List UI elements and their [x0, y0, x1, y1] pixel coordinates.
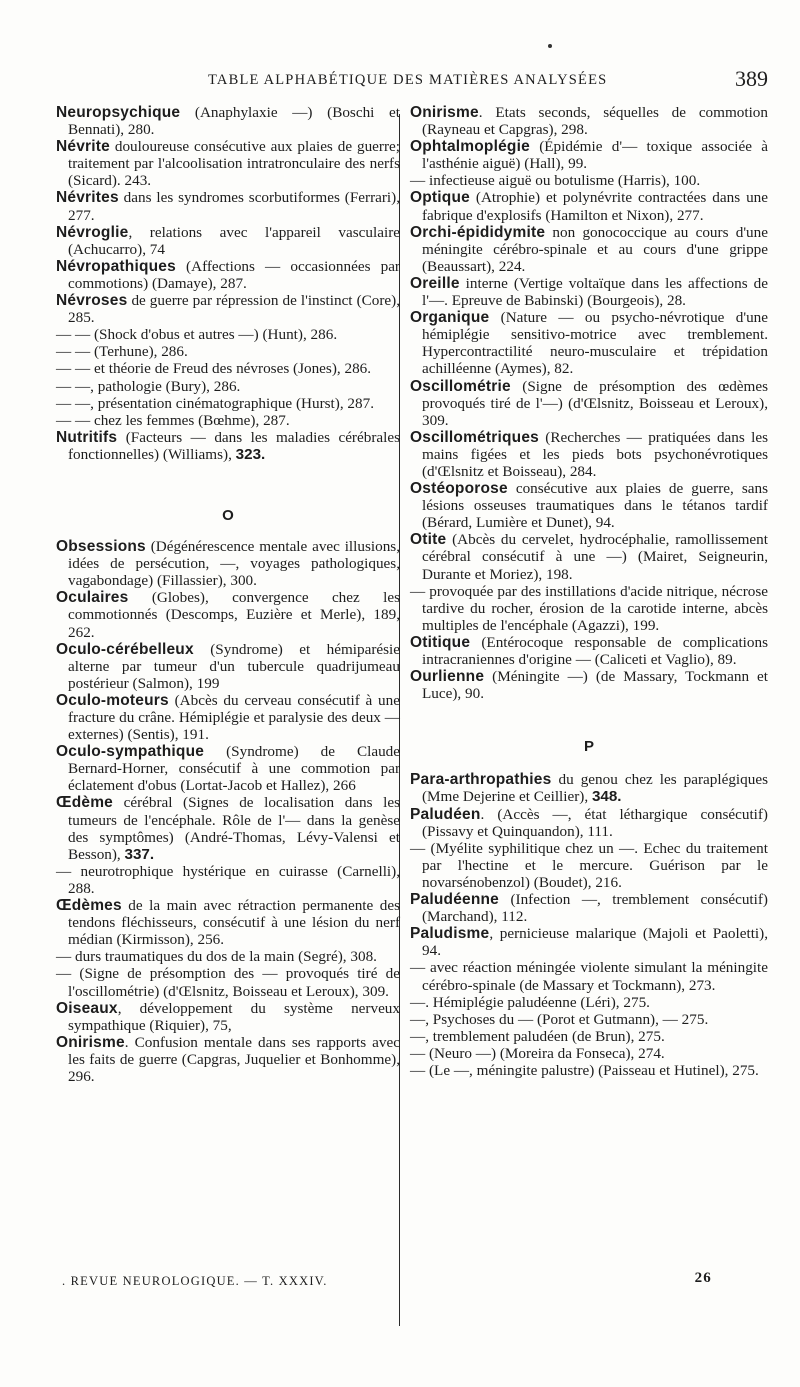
index-entry [56, 258, 400, 292]
entry-text: (Facteurs — dans les maladies cérébrales fonctionnelles) (Williams), [68, 428, 400, 463]
entry-headword: Onirisme [56, 1033, 125, 1051]
right-column [410, 104, 768, 1079]
index-entry [410, 189, 768, 223]
section-letter-o: O [222, 506, 234, 524]
entry-headword: Névrites [56, 189, 119, 207]
index-entry [56, 538, 400, 589]
entry-text: — (Neuro —) (Moreira da Fonseca), 274. [410, 1044, 665, 1062]
entry-text: . (Accès —, état léthargique consécutif) (Pissavy et Quinquandon), 111. [422, 805, 768, 840]
entry-text: douloureuse consécutive aux plaies de guerre; traitement par l'alcoolisation intratronculaire des nerfs (Sicard). 243. [68, 138, 400, 190]
left-entries-bottom [56, 538, 400, 1085]
entry-headword: Otitique [410, 633, 471, 651]
index-entry [56, 378, 400, 395]
entry-text: de la main avec rétraction permanente des tendons fléchisseurs, consécutif à une lésion du nerf médian (Kirmisson), 256. [68, 897, 400, 949]
sheet-number: 26 [694, 1270, 712, 1286]
entry-text: — — et théorie de Freud des névroses (Jones), 286. [56, 360, 372, 378]
entry-headword: Névroglie [56, 223, 129, 241]
entry-headword: Oscillométriques [410, 428, 539, 446]
page-number: 389 [735, 66, 768, 91]
entry-text: (Globes), convergence chez les commotionnés (Descomps, Euzière et Merle), 189, 262. [68, 589, 400, 641]
entry-text: , pernicieuse malarique (Majoli et Paoletti), 94. [422, 925, 768, 960]
entry-text: cérébral (Signes de localisation dans les tumeurs de l'encéphale. Rôle de l'— dans la genèse des symptômes) (André-Thomas, Lévy-Valensi et Besson), [68, 794, 400, 863]
index-entry [56, 863, 400, 897]
entry-headword: Oculo-sympathique [56, 743, 205, 761]
index-entry [56, 641, 400, 692]
entry-headword: Oreille [410, 274, 460, 292]
ink-speck [548, 44, 552, 48]
entry-text: —, Psychoses du — (Porot et Gutmann), — 275. [410, 1010, 709, 1028]
index-entry [410, 925, 768, 959]
entry-text: — —, présentation cinématographique (Hurst), 287. [56, 394, 375, 412]
index-entry [56, 692, 400, 743]
entry-text: (Abcès du cervelet, hydrocéphalie, ramollissement cérébral consécutif à une —) (Mairet, Seigneurin, Durante et Moriez), 198. [422, 531, 768, 583]
entry-bold-page: 323. [235, 445, 266, 463]
index-entry [410, 1011, 768, 1028]
index-entry [410, 1062, 768, 1079]
entry-text: — —, pathologie (Bury), 286. [56, 377, 241, 395]
entry-text: — infectieuse aiguë ou botulisme (Harris), 100. [410, 172, 701, 190]
entry-text: (Syndrome) et hémiparésie alterne par tumeur d'un tubercule quadrijumeau postérieur (Salmon), 199 [68, 640, 400, 692]
entry-headword: Otite [410, 531, 447, 549]
index-entry [410, 378, 768, 429]
index-entry [410, 771, 768, 805]
entry-text: (Affections — occasionnées par commotions) (Damaye), 287. [68, 257, 400, 292]
entry-text: (Anaphylaxie —) (Boschi et Bennati), 280. [68, 104, 400, 139]
entry-text: — avec réaction méningée violente simulant la méningite cérébro-spinale (de Massary et Tockmann), 273. [410, 959, 768, 994]
index-entry [410, 1045, 768, 1062]
index-entry [56, 965, 400, 999]
entry-text: (Abcès du cerveau consécutif à une fracture du crâne. Hémiplégie et paralysie des deux — externes) (Sentis), 191. [68, 691, 400, 744]
entry-text: non gonococcique au cours d'une méningite cérébro-spinale et au cours d'une grippe (Beaussart), 224. [422, 223, 768, 275]
journal-signature: . REVUE NEUROLOGIQUE. — T. XXXIV. [62, 1274, 328, 1288]
entry-headword: Obsessions [56, 538, 146, 556]
index-entry [56, 189, 400, 223]
entry-headword: Ourlienne [410, 668, 485, 686]
entry-text: (Dégénérescence mentale avec illusions, idées de persécution, —, voyages pathologiques, vagabondage) (Fillassier), 300. [68, 538, 400, 590]
index-entry [56, 948, 400, 965]
index-entry [56, 326, 400, 343]
entry-headword: Ostéoporose [410, 480, 508, 498]
entry-headword: Orchi-épididymite [410, 223, 546, 241]
entry-text: — provoquée par des instillations d'acide nitrique, nécrose tardive du rocher, érosion de la carotide interne, abcès multiples de l'encéphale (Agazzi), 199. [410, 582, 768, 634]
entry-text: interne (Vertige voltaïque dans les affections de l'—. Epreuve de Babinski) (Bourgeois), 28. [422, 274, 768, 310]
entry-headword: Neuropsychique [56, 104, 181, 121]
index-entry [410, 840, 768, 891]
index-entry [410, 531, 768, 582]
entry-text: — — (Shock d'obus et autres —) (Hunt), 286. [56, 326, 338, 344]
entry-headword: Ophtalmoplégie [410, 138, 530, 156]
right-entries-top [410, 104, 768, 702]
entry-text: —. Hémiplégie paludéenne (Léri), 275. [410, 993, 650, 1011]
page-footer [56, 1270, 768, 1294]
index-entry [410, 959, 768, 993]
index-entry [410, 429, 768, 480]
entry-text: — — (Terhune), 286. [56, 343, 188, 361]
entry-text: de guerre par répression de l'instinct (Core), 285. [68, 292, 400, 327]
entry-text: — — chez les femmes (Bœhme), 287. [56, 411, 290, 429]
running-title: TABLE ALPHABÉTIQUE DES MATIÈRES ANALYSÉES [208, 72, 608, 88]
entry-headword: Nutritifs [56, 428, 118, 446]
entry-text: , relations avec l'appareil vasculaire (Achucarro), 74 [68, 223, 400, 258]
entry-headword: Paludéen [410, 805, 481, 823]
entry-text: —, tremblement paludéen (de Brun), 275. [410, 1027, 665, 1045]
index-entry [410, 668, 768, 702]
entry-headword: Paludéenne [410, 891, 499, 909]
entry-headword: Œdème [56, 794, 113, 812]
index-entry [56, 897, 400, 948]
index-entry [56, 589, 400, 640]
index-entry [56, 138, 400, 189]
entry-headword: Para-arthropathies [410, 771, 552, 789]
entry-headword: Œdèmes [56, 897, 122, 915]
entry-text: consécutive aux plaies de guerre, sans lésions osseuses traumatiques dans le tétanos tardif (Bérard, Lumière et Dunet), 94. [422, 480, 768, 532]
index-entry [410, 891, 768, 925]
section-letter-p: P [583, 738, 594, 756]
entry-text: (Nature — ou psycho-névrotique d'une hémiplégie sensitivo-motrice avec tremblement. Hypercontractilité neuro-musculaire et trépidation achilléenne (Aymes), 82. [422, 309, 768, 378]
entry-headword: Paludisme [410, 925, 490, 943]
entry-text: — (Myélite syphilitique chez un —. Echec du traitement par l'hectine et le mercure. Guérison par le novarsénobenzol) (Boudet), 216. [410, 839, 768, 891]
entry-text: (Atrophie) et polynévrite contractées dans une fabrique d'explosifs (Hamilton et Nixon), 277. [422, 189, 768, 224]
entry-text: , développement du système nerveux sympathique (Riquier), 75, [68, 999, 400, 1034]
index-entry [410, 806, 768, 840]
entry-bold-page: 348. [591, 788, 622, 806]
entry-text: (Infection —, tremblement consécutif) (Marchand), 112. [422, 891, 768, 926]
entry-text: — durs traumatiques du dos de la main (Segré), 308. [56, 948, 377, 966]
entry-bold-page: 337. [124, 845, 155, 863]
left-column [56, 104, 400, 1085]
entry-headword: Névroses [56, 292, 128, 310]
entry-headword: Névropathiques [56, 257, 176, 275]
index-entry [410, 275, 768, 309]
index-entry [410, 104, 768, 138]
index-entry [56, 1000, 400, 1034]
left-entries-top [56, 104, 400, 463]
running-header [56, 66, 768, 96]
index-entry [410, 1028, 768, 1045]
index-entry [56, 224, 400, 258]
index-entry [56, 395, 400, 412]
entry-text: (Syndrome) de Claude Bernard-Horner, consécutif à une commotion par éclatement d'obus (Lortat-Jacob et Hallez), 266 [68, 743, 400, 795]
entry-text: . Etats seconds, séquelles de commotion (Rayneau et Capgras), 298. [422, 104, 768, 139]
index-entry [410, 634, 768, 668]
entry-headword: Organique [410, 309, 490, 327]
entry-text: (Signe de présomption des œdèmes provoqués tiré de l'—) (d'Œlsnitz, Boisseau et Leroux), 309. [422, 377, 768, 429]
index-entry [56, 360, 400, 377]
entry-text: du genou chez les paraplégiques (Mme Dejerine et Ceillier), [422, 771, 768, 806]
index-entry [56, 343, 400, 360]
index-entry [410, 309, 768, 377]
index-entry [56, 429, 400, 463]
index-entry [56, 794, 400, 862]
index-entry [56, 1034, 400, 1085]
entry-headword: Oscillométrie [410, 377, 511, 395]
entry-headword: Névrite [56, 138, 110, 156]
index-entry [410, 138, 768, 172]
entry-text: — neurotrophique hystérique en cuirasse (Carnelli), 288. [56, 862, 400, 897]
index-entry [56, 412, 400, 429]
entry-headword: Onirisme [410, 104, 479, 121]
entry-text: — (Signe de présomption des — provoqués tiré de l'oscillométrie) (d'Œlsnitz, Boisseau et Leroux), 309. [56, 965, 400, 1000]
right-entries-bottom [410, 771, 768, 1079]
entry-text: (Épidémie d'— toxique associée à l'asthénie aiguë) (Hall), 99. [422, 138, 768, 173]
entry-text: (Méningite —) (de Massary, Tockmann et Luce), 90. [422, 668, 768, 703]
entry-headword: Oculaires [56, 589, 129, 607]
entry-text: (Recherches — pratiquées dans les mains figées et les pieds bots psychonévrotiques (d'Œlsnitz et Boisseau), 284. [422, 428, 768, 480]
entry-headword: Oiseaux [56, 999, 118, 1017]
index-entry [410, 172, 768, 189]
entry-headword: Oculo-moteurs [56, 691, 169, 709]
entry-text: dans les syndromes scorbutiformes (Ferrari), 277. [68, 189, 400, 224]
index-entry [56, 104, 400, 138]
entry-headword: Optique [410, 189, 470, 207]
index-entry [410, 480, 768, 531]
index-entry [56, 743, 400, 794]
entry-headword: Oculo-cérébelleux [56, 640, 194, 658]
entry-text: (Entérocoque responsable de complications intracraniennes d'origine — (Caliceti et Vaglio), 89. [422, 633, 768, 668]
index-entry [410, 224, 768, 275]
index-entry [410, 583, 768, 634]
entry-text: . Confusion mentale dans ses rapports avec les faits de guerre (Capgras, Juquelier et Bonhomme), 296. [68, 1033, 400, 1085]
entry-text: — (Le —, méningite palustre) (Paisseau et Hutinel), 275. [410, 1061, 759, 1079]
index-entry [410, 994, 768, 1011]
index-entry [56, 292, 400, 326]
